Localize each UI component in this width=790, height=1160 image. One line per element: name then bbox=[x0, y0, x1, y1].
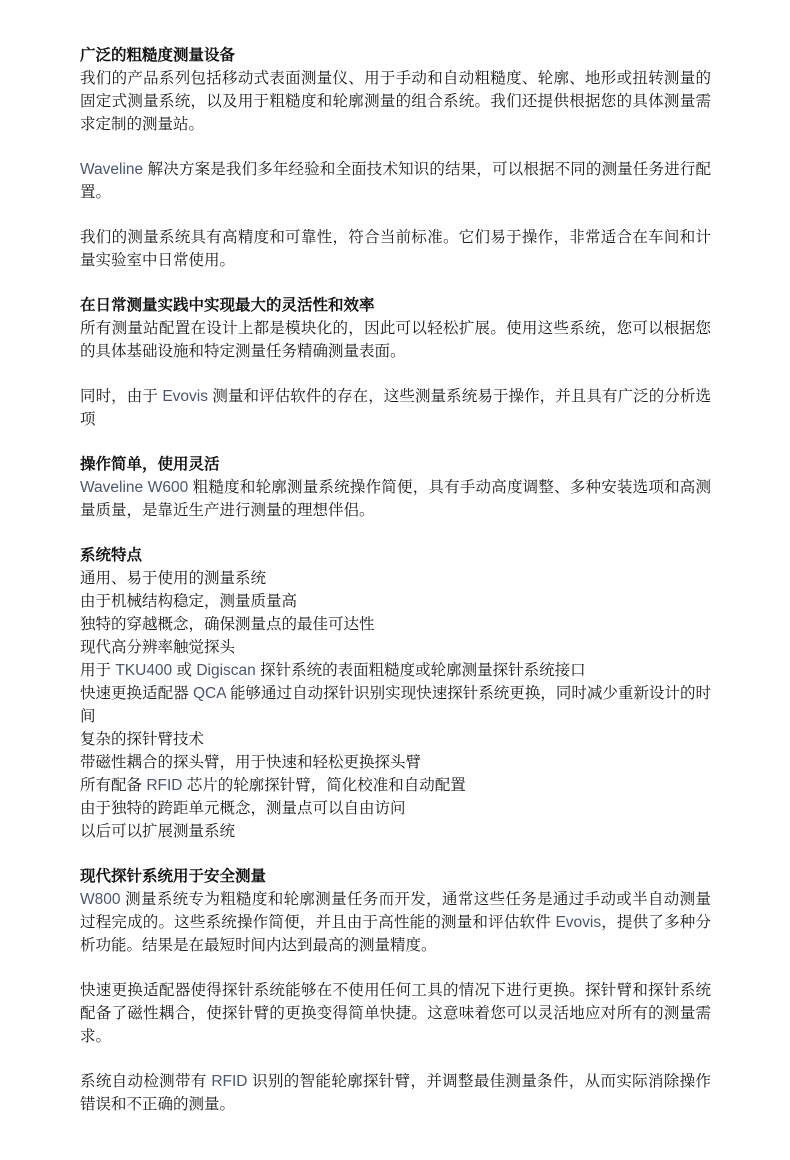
latin-product-name: W600 bbox=[147, 479, 189, 496]
section-heading: 现代探针系统用于安全测量 bbox=[80, 868, 267, 885]
section-overview bbox=[80, 44, 711, 136]
latin-product-name: RFID bbox=[146, 777, 183, 794]
feature-line: 带磁性耦合的探头臂，用于快速和轻松更换探头臂 bbox=[80, 754, 422, 771]
latin-product-name: Waveline bbox=[80, 161, 144, 178]
section-heading: 广泛的粗糙度测量设备 bbox=[80, 47, 236, 64]
section-evovis-software bbox=[80, 385, 711, 431]
latin-product-name: RFID bbox=[211, 1073, 248, 1090]
feature-line: 通用、易于使用的测量系统 bbox=[80, 570, 267, 587]
latin-product-name: W800 bbox=[80, 891, 121, 908]
feature-line: 现代高分辨率触觉探头 bbox=[80, 639, 236, 656]
paragraph: W800 测量系统专为粗糙度和轮廓测量任务而开发，通常这些任务是通过手动或半自动测量过程完成的。这些系统操作简便，并且由于高性能的测量和评估软件 Evovis，提供了多种分析功能。结果是在最短时间内达到最高的测量精度。 bbox=[80, 891, 711, 954]
section-heading: 操作简单，使用灵活 bbox=[80, 456, 220, 473]
paragraph: Waveline 解决方案是我们多年经验和全面技术知识的结果，可以根据不同的测量任务进行配置。 bbox=[80, 161, 711, 201]
latin-product-name: Evovis bbox=[555, 914, 602, 931]
section-quick-change-adapter bbox=[80, 979, 711, 1048]
paragraph: 所有测量站配置在设计上都是模块化的，因此可以轻松扩展。使用这些系统，您可以根据您的具体基础设施和特定测量任务精确测量表面。 bbox=[80, 320, 711, 360]
section-precision bbox=[80, 226, 711, 272]
paragraph: Waveline W600 粗糙度和轮廓测量系统操作简便，具有手动高度调整、多种安装选项和高测量质量，是靠近生产进行测量的理想伴侣。 bbox=[80, 479, 712, 519]
section-heading: 在日常测量实践中实现最大的灵活性和效率 bbox=[80, 297, 375, 314]
feature-line: 所有配备 RFID 芯片的轮廓探针臂，简化校准和自动配置 bbox=[80, 777, 466, 794]
paragraph: 我们的产品系列包括移动式表面测量仪、用于手动和自动粗糙度、轮廓、地形或扭转测量的固定式测量系统，以及用于粗糙度和轮廓测量的组合系统。我们还提供根据您的具体测量需求定制的测量站。 bbox=[80, 70, 711, 133]
latin-product-name: TKU400 bbox=[115, 662, 173, 679]
section-easy-operation bbox=[80, 453, 711, 522]
feature-line: 复杂的探针臂技术 bbox=[80, 731, 205, 748]
section-rfid-detection bbox=[80, 1070, 711, 1116]
feature-line: 用于 TKU400 或 Digiscan 探针系统的表面粗糙度或轮廓测量探针系统接口 bbox=[80, 662, 586, 679]
feature-line: 快速更换适配器 QCA 能够通过自动探针识别实现快速探针系统更换，同时减少重新设计的时间 bbox=[80, 685, 712, 725]
paragraph: 同时，由于 Evovis 测量和评估软件的存在，这些测量系统易于操作，并且具有广泛的分析选项 bbox=[80, 388, 712, 428]
latin-product-name: Evovis bbox=[162, 388, 208, 405]
feature-line: 由于机械结构稳定，测量质量高 bbox=[80, 593, 298, 610]
latin-product-name: Digiscan bbox=[196, 662, 256, 679]
section-flexibility bbox=[80, 294, 711, 363]
section-modern-probe-systems bbox=[80, 865, 711, 957]
section-heading: 系统特点 bbox=[80, 547, 143, 564]
feature-line: 以后可以扩展测量系统 bbox=[80, 823, 236, 840]
feature-line: 由于独特的跨距单元概念，测量点可以自由访问 bbox=[80, 800, 406, 817]
feature-line: 独特的穿越概念，确保测量点的最佳可达性 bbox=[80, 616, 375, 633]
latin-product-name: Waveline bbox=[80, 479, 144, 496]
paragraph: 快速更换适配器使得探针系统能够在不使用任何工具的情况下进行更换。探针臂和探针系统配备了磁性耦合，使探针臂的更换变得简单快捷。这意味着您可以灵活地应对所有的测量需求。 bbox=[80, 982, 711, 1045]
paragraph: 系统自动检测带有 RFID 识别的智能轮廓探针臂，并调整最佳测量条件，从而实际消除操作错误和不正确的测量。 bbox=[80, 1073, 712, 1113]
section-waveline-solutions bbox=[80, 158, 711, 204]
section-system-features bbox=[80, 544, 711, 843]
latin-product-name: QCA bbox=[192, 685, 226, 702]
paragraph: 我们的测量系统具有高精度和可靠性，符合当前标准。它们易于操作，非常适合在车间和计量实验室中日常使用。 bbox=[80, 229, 711, 269]
